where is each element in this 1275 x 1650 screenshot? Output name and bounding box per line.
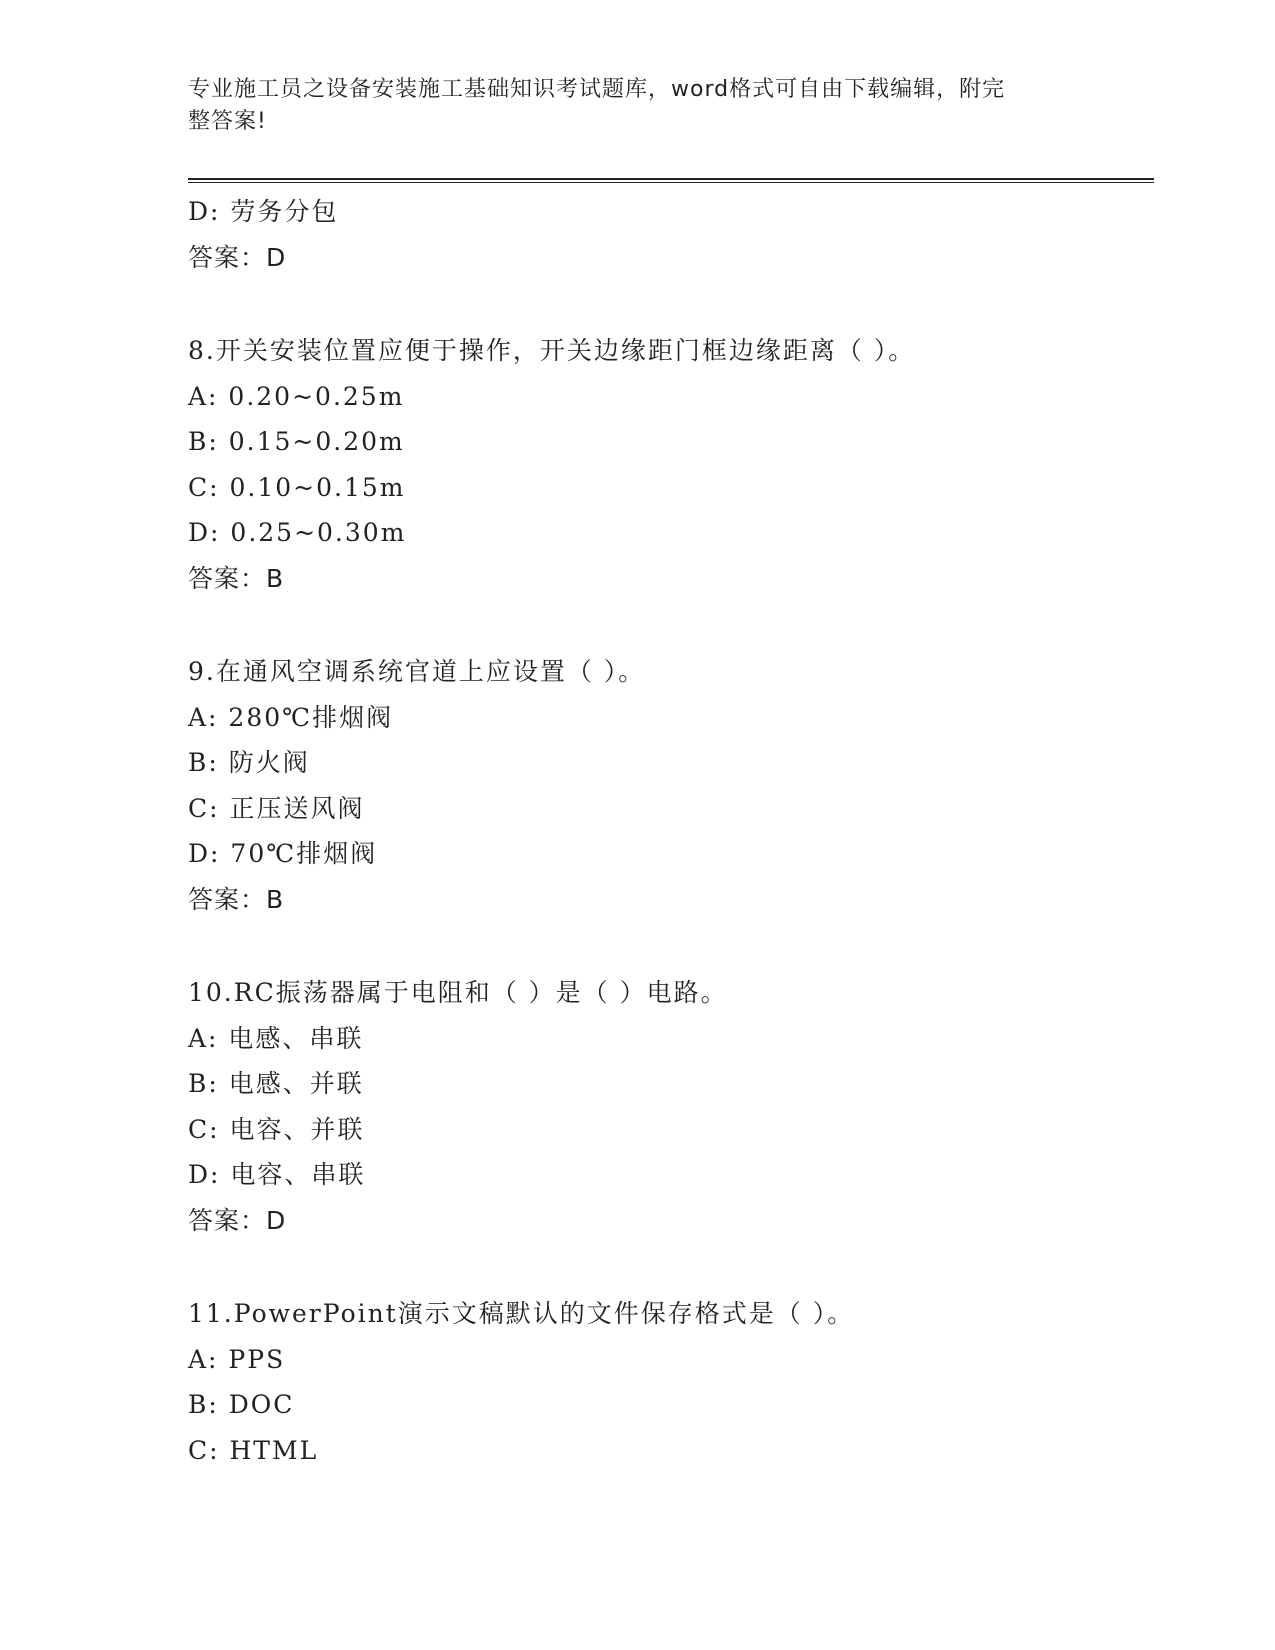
option-c: C: 0.10~0.15m [188,472,406,502]
question-list [188,189,1168,1473]
answer-line: 答案：D [188,242,287,272]
header-title-line-1: 专业施工员之设备安装施工基础知识考试题库，word格式可自由下载编辑，附完 [188,77,1006,102]
option-a: A: 280℃排烟阀 [188,702,394,732]
option-a: A: 电感、串联 [188,1023,364,1053]
option-b: B: DOC [188,1390,295,1419]
question-spacer [188,601,1168,649]
document-header [188,74,1068,138]
question-spacer [188,922,1168,970]
question-spacer [188,1243,1168,1291]
option-d: D: 70℃排烟阀 [188,839,378,868]
option-d: D: 0.25~0.30m [188,518,407,547]
option-c: C: HTML [188,1435,319,1465]
option-b: B: 防火阀 [188,748,310,777]
question-block-11 [188,1291,1168,1473]
option-b: B: 电感、并联 [188,1069,364,1098]
question-block-9 [188,649,1168,922]
question-block-8 [188,328,1168,601]
option-a: A: 0.20~0.25m [188,381,405,411]
question-text: 11.PowerPoint演示文稿默认的文件保存格式是（ ）。 [188,1299,855,1328]
question-block-10 [188,970,1168,1243]
option-c: C: 电容、并联 [188,1114,365,1144]
question-text: 9.在通风空调系统官道上应设置（ ）。 [188,657,646,686]
question-text: 10.RC振荡器属于电阻和（ ）是（ ）电路。 [188,978,728,1007]
option-b: B: 0.15~0.20m [188,427,405,456]
question-block-prev [188,189,1168,280]
option-a: A: PPS [188,1344,286,1374]
question-text: 8.开关安装位置应便于操作，开关边缘距门框边缘距离（ ）。 [188,336,916,365]
question-spacer [188,280,1168,328]
option-d: D: 电容、串联 [188,1160,366,1189]
header-title-line-2: 整答案! [188,109,267,134]
header-divider [188,178,1154,183]
option-d: D: 劳务分包 [188,197,339,226]
answer-line: 答案：D [188,1205,287,1235]
answer-line: 答案：B [188,563,285,593]
option-c: C: 正压送风阀 [188,793,365,823]
answer-line: 答案：B [188,884,285,914]
